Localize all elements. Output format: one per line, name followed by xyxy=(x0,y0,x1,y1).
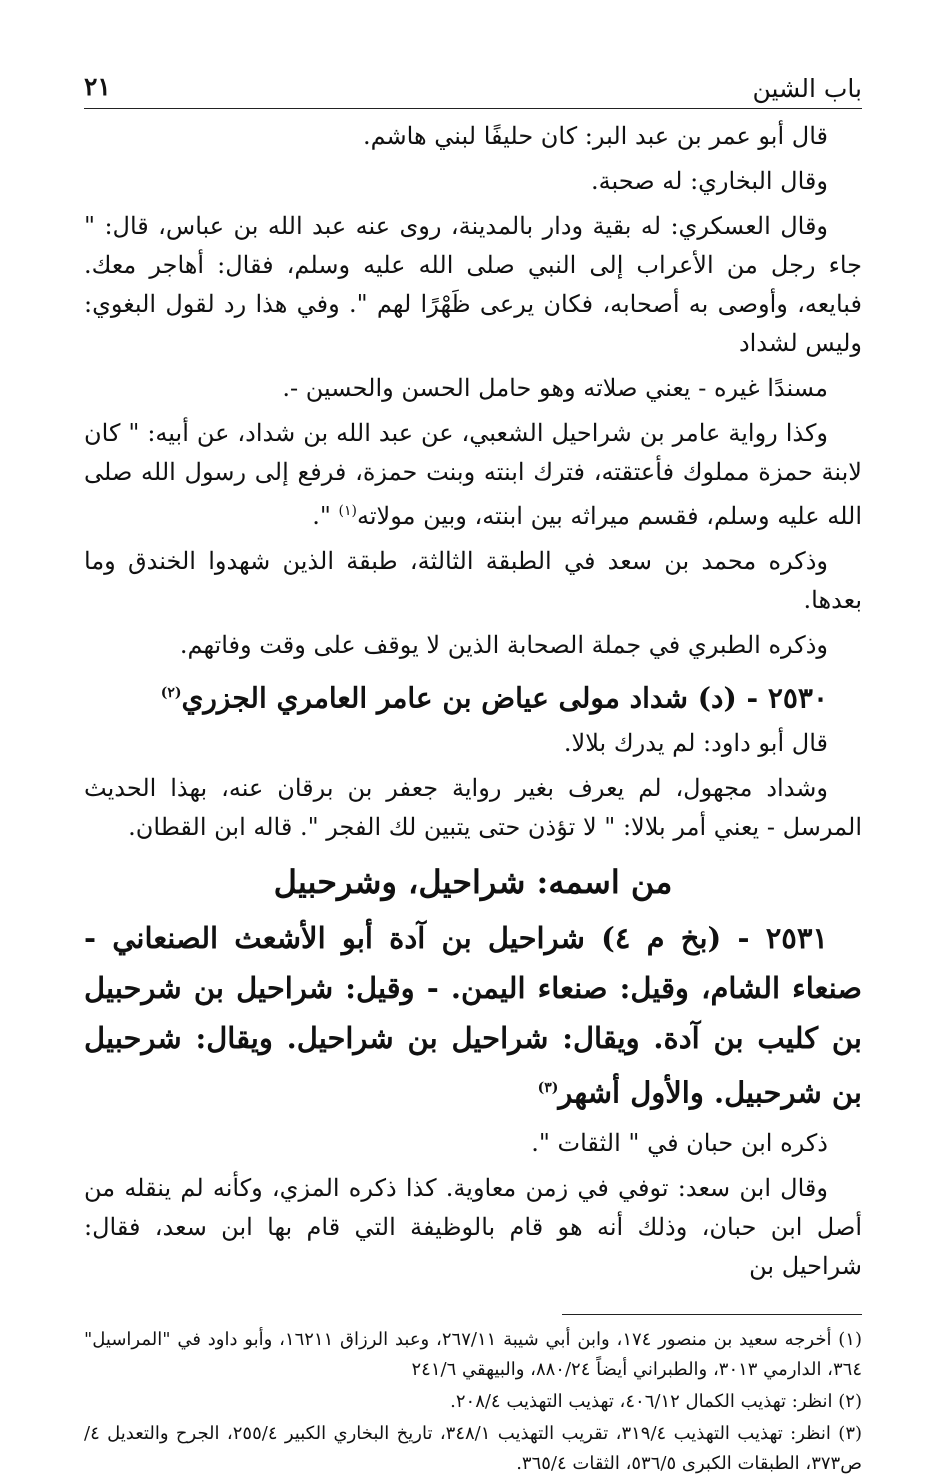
book-page xyxy=(84,66,863,1474)
paragraph: قال أبو عمر بن عبد البر: كان حليفًا لبني هاشم. xyxy=(362,122,828,150)
footnote: (٢) انظر: تهذيب الكمال ٤٠٦/١٢، تهذيب التهذيب ٢٠٨/٤. xyxy=(450,1390,862,1412)
paragraph: قال أبو داود: لم يدرك بلالا. xyxy=(563,729,828,758)
paragraph: وقال البخاري: له صحبة. xyxy=(591,167,828,195)
paragraph: وذكره الطبري في جملة الصحابة الذين لا يوقف على وقت وفاتهم. xyxy=(179,631,828,659)
footnote-divider xyxy=(562,1314,862,1315)
footnote-marker: (١) xyxy=(338,503,357,519)
entry-heading-2531 xyxy=(84,913,862,1118)
entry-heading-text: ٢٥٣١ - (بخ م ٤) شراحيل بن آدة أبو الأشعث الصنعاني - صنعاء الشام، وقيل: صنعاء اليمن. - وقيل: شراحيل بن شرحبيل بن كليب بن آدة. ويقال: شراحيل بن شراحيل. ويقال: شرحبيل بن شرحبيل. والأول أشهر xyxy=(84,921,862,1110)
paragraph xyxy=(84,414,862,536)
footnotes xyxy=(84,1325,862,1479)
chapter-title: باب الشين xyxy=(752,74,862,103)
footnote: (٣) انظر: تهذيب التهذيب ٣١٩/٤، تقريب التهذيب ٣٤٨/١، تاريخ البخاري الكبير ٢٥٥/٤، الجرح والتعديل ٤/ص٣٧٣، الطبقات الكبرى ٥٣٦/٥، الثقات ٣٦٥/٤. xyxy=(84,1422,863,1474)
footnote-marker: (٣) xyxy=(537,1080,559,1097)
entry-heading-2530 xyxy=(84,671,862,720)
entry-heading-text: ٢٥٣٠ - (د) شداد مولى عياض بن عامر العامري الجزري xyxy=(181,681,828,715)
section-heading: من اسمه: شراحيل، وشرحبيل xyxy=(273,863,673,902)
footnote-marker: (٢) xyxy=(160,685,182,701)
paragraph-text: وكذا رواية عامر بن شراحيل الشعبي، عن عبد الله بن شداد، عن أبيه: " كان لابنة حمزة مملوك فأعتقته، فترك ابنته وبنت حمزة، فرفع إلى رسول الله صلى الله عليه وسلم، فقسم ميراثه بين ابنته، وبين مولاته xyxy=(84,419,862,530)
paragraph: وذكره محمد بن سعد في الطبقة الثالثة، طبقة الذين شهدوا الخندق وما بعدها. xyxy=(84,547,862,614)
footnote: (١) أخرجه سعيد بن منصور ١٧٤، وابن أبي شيبة ٢٦٧/١١، وعبد الرزاق ١٦٢١١، وأبو داود في "المراسيل" ٣٦٤، الدارمي ٣٠١٣، والطبراني أيضاً ٨٨٠/٢٤، والبيهقي ٢٤١/٦ xyxy=(84,1328,862,1380)
page-number: ٢١ xyxy=(84,72,111,101)
main-text xyxy=(84,117,862,1286)
paragraph: وقال ابن سعد: توفي في زمن معاوية. كذا ذكره المزي، وكأنه لم ينقله من أصل ابن حبان، وذلك أنه هو قام بالوظيفة التي قام بها ابن سعد، فقال: شراحيل بن xyxy=(84,1173,862,1280)
running-header xyxy=(84,66,862,109)
paragraph: مسندًا غيره - يعني صلاته وهو حامل الحسن والحسين -. xyxy=(282,374,828,402)
paragraph: وقال العسكري: له بقية ودار بالمدينة، روى عنه عبد الله بن عباس، قال: " جاء رجل من الأعراب إلى النبي صلى الله عليه وسلم، فقال: أهاجر معك. فبايعه، وأوصى به أصحابه، فكان يرعى ظَهْرًا لهم ". وفي هذا رد لقول البغوي: وليس لشداد xyxy=(84,212,862,357)
paragraph: وشداد مجهول، لم يعرف بغير رواية جعفر بن برقان عنه، بهذا الحديث المرسل - يعني أمر بلالا: " لا تؤذن حتى يتبين لك الفجر ". قاله ابن القطان. xyxy=(84,774,862,842)
paragraph: ذكره ابن حبان في " الثقات ". xyxy=(531,1128,828,1157)
paragraph-text-end: ". xyxy=(312,502,339,530)
